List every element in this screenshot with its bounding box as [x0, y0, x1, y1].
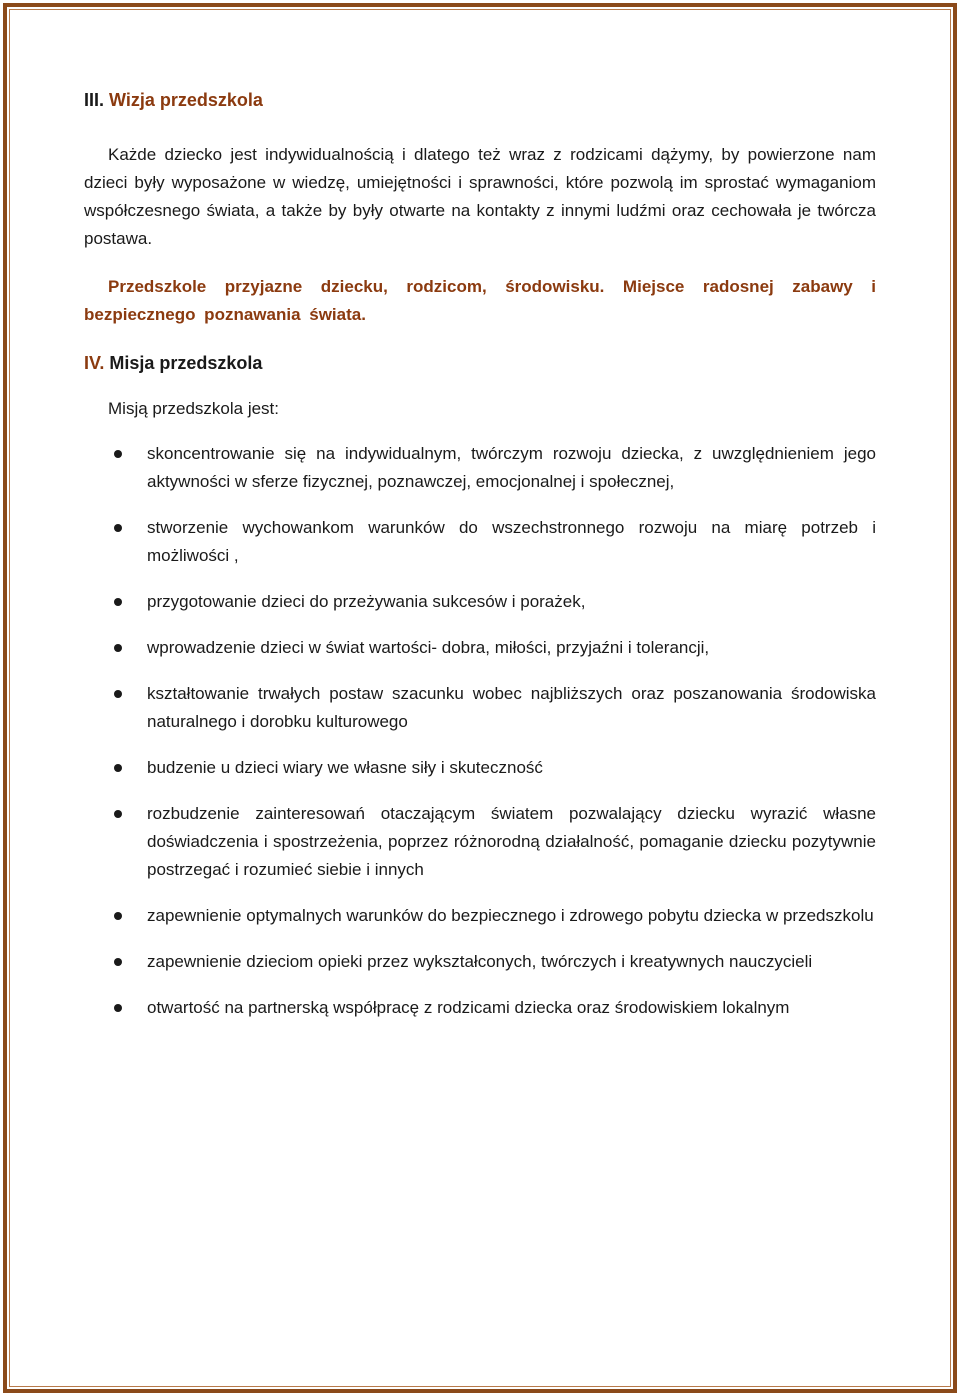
bullet-icon	[114, 450, 122, 458]
list-item-text: skoncentrowanie się na indywidualnym, twórczym rozwoju dziecka, z uwzględnieniem jego aktywności w sferze fizycznej, poznawczej, emocjonalnej i społecznej,	[147, 444, 876, 491]
bullet-icon	[114, 912, 122, 920]
document-content	[84, 86, 876, 1040]
vision-heading-number: III.	[84, 90, 105, 110]
vision-heading-title: Wizja przedszkola	[109, 90, 263, 110]
list-item	[84, 440, 876, 496]
list-item	[84, 588, 876, 616]
list-item-text: zapewnienie dzieciom opieki przez wykształconych, twórczych i kreatywnych nauczycieli	[147, 952, 813, 971]
list-item-text: stworzenie wychowankom warunków do wszechstronnego rozwoju na miarę potrzeb i możliwości ,	[147, 518, 876, 565]
list-item	[84, 634, 876, 662]
list-item-text: wprowadzenie dzieci w świat wartości- dobra, miłości, przyjaźni i tolerancji,	[147, 638, 710, 657]
mission-list	[84, 440, 876, 1022]
list-item	[84, 514, 876, 570]
bullet-icon	[114, 810, 122, 818]
list-item	[84, 800, 876, 884]
list-item-text: budzenie u dzieci wiary we własne siły i skuteczność	[147, 758, 543, 777]
list-item	[84, 994, 876, 1022]
bullet-icon	[114, 644, 122, 652]
bullet-icon	[114, 690, 122, 698]
list-item-text: otwartość na partnerską współpracę z rodzicami dziecka oraz środowiskiem lokalnym	[147, 998, 790, 1017]
mission-heading	[84, 349, 876, 377]
list-item-text: kształtowanie trwałych postaw szacunku wobec najbliższych oraz poszanowania środowiska naturalnego i dorobku kulturowego	[147, 684, 876, 731]
list-item-text: rozbudzenie zainteresowań otaczającym światem pozwalający dziecku wyrazić własne doświadczenia i spostrzeżenia, poprzez różnorodną działalność, pomaganie dziecku pozytywnie postrzegać i rozumieć siebie i innych	[147, 804, 876, 879]
list-item-text: zapewnienie optymalnych warunków do bezpiecznego i zdrowego pobytu dziecka w przedszkolu	[147, 906, 874, 925]
mission-heading-title: Misja przedszkola	[109, 353, 263, 373]
vision-heading	[84, 86, 876, 114]
bullet-icon	[114, 598, 122, 606]
bullet-icon	[114, 524, 122, 532]
mission-heading-number: IV.	[84, 353, 105, 373]
vision-motto: Przedszkole przyjazne dziecku, rodzicom, środowisku. Miejsce radosnej zabawy i bezpiecznego poznawania świata.	[84, 277, 876, 324]
list-item	[84, 902, 876, 930]
list-item	[84, 948, 876, 976]
list-item-text: przygotowanie dzieci do przeżywania sukcesów i porażek,	[147, 592, 586, 611]
mission-intro: Misją przedszkola jest:	[108, 399, 280, 418]
bullet-icon	[114, 1004, 122, 1012]
list-item	[84, 680, 876, 736]
vision-paragraph: Każde dziecko jest indywidualnością i dlatego też wraz z rodzicami dążymy, by powierzone nam dzieci były wyposażone w wiedzę, umiejętności i sprawności, które pozwolą im sprostać wymaganiom współczesnego świata, a także by były otwarte na kontakty z innymi ludźmi oraz cechowała je twórcza postawa.	[84, 145, 876, 248]
bullet-icon	[114, 958, 122, 966]
bullet-icon	[114, 764, 122, 772]
list-item	[84, 754, 876, 782]
